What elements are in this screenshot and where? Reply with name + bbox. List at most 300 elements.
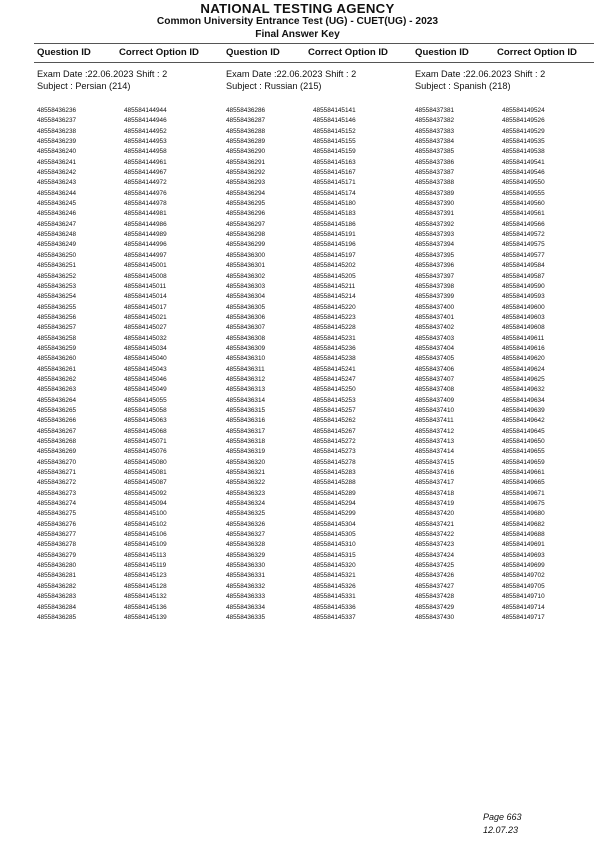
question-id: 48558437428 — [415, 593, 455, 601]
question-id: 48558436332 — [226, 582, 266, 590]
correct-option-id: 485584145087 — [124, 479, 167, 487]
correct-option-id: 485584144953 — [124, 138, 167, 146]
correct-option-id: 485584145141 — [313, 107, 356, 114]
correct-option-id: 485584149561 — [502, 210, 545, 218]
question-id: 48558437405 — [415, 355, 455, 363]
exam-line-russian: Exam Date :22.06.2023 Shift : 2 — [226, 69, 357, 79]
question-id: 48558436268 — [37, 438, 77, 445]
correct-option-id: 485584145123 — [124, 572, 167, 580]
correct-option-id: 485584144944 — [124, 107, 167, 114]
exam-line-persian: Exam Date :22.06.2023 Shift : 2 — [37, 69, 168, 79]
correct-option-id: 485584144989 — [124, 231, 167, 239]
question-id: 48558436237 — [37, 117, 77, 125]
question-id: 48558437411 — [415, 417, 454, 425]
question-id: 48558436251 — [37, 262, 77, 270]
correct-option-id: 485584149714 — [502, 603, 545, 611]
correct-option-id: 485584145196 — [313, 241, 356, 249]
question-id: 48558436280 — [37, 562, 77, 570]
question-id: 48558436272 — [37, 479, 77, 487]
correct-option-id: 485584145014 — [124, 293, 167, 301]
correct-option-id: 485584145063 — [124, 417, 167, 425]
correct-option-id: 485584145171 — [313, 179, 356, 187]
question-id: 48558437381 — [415, 107, 455, 114]
subject-russian: Subject : Russian (215) — [226, 81, 322, 91]
question-id: 48558436279 — [37, 551, 77, 559]
correct-option-id: 485584145315 — [313, 551, 356, 559]
question-id: 48558437396 — [415, 262, 455, 270]
question-id-list-spanish — [415, 106, 454, 623]
question-id: 48558436334 — [226, 603, 266, 611]
question-id: 48558436323 — [226, 489, 266, 497]
question-id: 48558436286 — [226, 107, 266, 114]
question-id: 48558437382 — [415, 117, 455, 125]
question-id: 48558437422 — [415, 531, 455, 539]
correct-option-id: 485584145331 — [313, 593, 356, 601]
question-id: 48558436333 — [226, 593, 266, 601]
correct-option-id: 485584149541 — [502, 158, 545, 166]
correct-option-id: 485584145304 — [313, 520, 356, 528]
correct-option-id: 485584145021 — [124, 313, 167, 321]
question-id: 48558436246 — [37, 210, 77, 218]
question-id: 48558436252 — [37, 272, 77, 280]
question-id: 48558436265 — [37, 406, 77, 414]
question-id: 48558437403 — [415, 334, 455, 342]
correct-option-id: 485584145336 — [313, 603, 356, 611]
question-id: 48558436264 — [37, 396, 77, 404]
question-id: 48558436331 — [226, 572, 266, 580]
correct-option-id: 485584149587 — [502, 272, 545, 280]
correct-option-id: 485584145040 — [124, 355, 167, 363]
correct-option-id: 485584145068 — [124, 427, 167, 435]
question-id: 48558436316 — [226, 417, 266, 425]
question-id: 48558437402 — [415, 324, 455, 332]
question-id: 48558436322 — [226, 479, 266, 487]
correct-option-id: 485584149705 — [502, 582, 545, 590]
correct-option-id: 485584145180 — [313, 200, 356, 208]
correct-option-id: 485584149535 — [502, 138, 545, 146]
correct-option-id: 485584145136 — [124, 603, 167, 611]
correct-option-id: 485584145119 — [124, 562, 167, 570]
correct-option-id: 485584145253 — [313, 396, 356, 404]
question-id: 48558436260 — [37, 355, 77, 363]
question-id: 48558436330 — [226, 562, 266, 570]
col-header-correct-option-id-2: Correct Option ID — [308, 47, 388, 58]
question-id: 48558436258 — [37, 334, 77, 342]
question-id: 48558437416 — [415, 469, 455, 477]
question-id: 48558436296 — [226, 210, 266, 218]
question-id: 48558437395 — [415, 251, 455, 259]
correct-option-id: 485584149717 — [502, 613, 545, 621]
correct-option-id: 485584149661 — [502, 469, 545, 477]
correct-option-id: 485584145288 — [313, 479, 356, 487]
question-id: 48558437417 — [415, 479, 455, 487]
correct-option-id: 485584149526 — [502, 117, 545, 125]
question-id: 48558436242 — [37, 169, 77, 177]
question-id: 48558436317 — [226, 427, 266, 435]
question-id: 48558436335 — [226, 613, 266, 621]
correct-option-id: 485584145139 — [124, 613, 167, 621]
col-header-question-id-2: Question ID — [226, 47, 280, 58]
question-id: 48558436292 — [226, 169, 266, 177]
question-id: 48558436288 — [226, 127, 266, 135]
correct-option-id: 485584149650 — [502, 438, 545, 445]
correct-option-id: 485584145017 — [124, 303, 167, 311]
correct-option-id: 485584145337 — [313, 613, 356, 621]
correct-option-id: 485584144981 — [124, 210, 167, 218]
question-id: 48558436327 — [226, 531, 266, 539]
question-id: 48558436325 — [226, 510, 266, 518]
correct-option-id: 485584145167 — [313, 169, 356, 177]
question-id: 48558436284 — [37, 603, 77, 611]
correct-option-id: 485584145202 — [313, 262, 356, 270]
correct-option-id: 485584145034 — [124, 344, 167, 352]
correct-option-id: 485584145027 — [124, 324, 167, 332]
correct-option-id: 485584145102 — [124, 520, 167, 528]
question-id: 48558436289 — [226, 138, 266, 146]
correct-option-id: 485584145220 — [313, 303, 356, 311]
question-id: 48558436267 — [37, 427, 77, 435]
question-id: 48558436243 — [37, 179, 77, 187]
correct-option-id: 485584149572 — [502, 231, 545, 239]
question-id: 48558436254 — [37, 293, 77, 301]
correct-option-id: 485584149702 — [502, 572, 545, 580]
correct-option-id: 485584149608 — [502, 324, 545, 332]
question-id: 48558437414 — [415, 448, 455, 456]
correct-option-id: 485584144986 — [124, 220, 167, 228]
question-id: 48558437409 — [415, 396, 455, 404]
question-id: 48558437426 — [415, 572, 455, 580]
correct-option-id: 485584145186 — [313, 220, 356, 228]
question-id: 48558436293 — [226, 179, 266, 187]
question-id: 48558436253 — [37, 282, 77, 290]
question-id: 48558436266 — [37, 417, 77, 425]
question-id: 48558437397 — [415, 272, 455, 280]
correct-option-id: 485584145076 — [124, 448, 167, 456]
question-id: 48558437394 — [415, 241, 455, 249]
correct-option-id: 485584149691 — [502, 541, 545, 549]
correct-option-id: 485584149529 — [502, 127, 545, 135]
correct-option-id: 485584149632 — [502, 386, 545, 394]
correct-option-id: 485584144967 — [124, 169, 167, 177]
correct-option-id: 485584145283 — [313, 469, 356, 477]
question-id: 48558436244 — [37, 189, 77, 197]
correct-option-id: 485584145001 — [124, 262, 167, 270]
correct-option-id: 485584149560 — [502, 200, 545, 208]
question-id: 48558437387 — [415, 169, 455, 177]
correct-option-id: 485584149600 — [502, 303, 545, 311]
correct-option-id: 485584149671 — [502, 489, 545, 497]
correct-option-id: 485584145299 — [313, 510, 356, 518]
correct-option-id: 485584145174 — [313, 189, 356, 197]
correct-option-id: 485584149611 — [502, 334, 545, 342]
exam-title: Common University Entrance Test (UG) - CUET(UG) - 2023 — [156, 16, 439, 27]
correct-option-id: 485584145289 — [313, 489, 356, 497]
question-id: 48558437413 — [415, 438, 455, 445]
question-id: 48558437398 — [415, 282, 455, 290]
question-id: 48558437390 — [415, 200, 455, 208]
correct-option-id: 485584149616 — [502, 344, 545, 352]
correct-option-id: 485584149538 — [502, 148, 545, 156]
correct-option-id: 485584149665 — [502, 479, 545, 487]
correct-option-id: 485584149659 — [502, 458, 545, 466]
correct-option-id: 485584145109 — [124, 541, 167, 549]
correct-option-id: 485584149624 — [502, 365, 545, 373]
correct-option-id: 485584145247 — [313, 375, 356, 383]
question-id: 48558436281 — [37, 572, 77, 580]
correct-option-id: 485584149645 — [502, 427, 545, 435]
question-id: 48558437419 — [415, 500, 455, 508]
question-id: 48558437410 — [415, 406, 455, 414]
correct-option-id: 485584149577 — [502, 251, 545, 259]
question-id: 48558436291 — [226, 158, 266, 166]
correct-option-id: 485584145197 — [313, 251, 356, 259]
correct-option-id: 485584145272 — [313, 438, 356, 445]
correct-option-id: 485584149524 — [502, 107, 545, 114]
question-id: 48558436236 — [37, 107, 77, 114]
question-id: 48558436261 — [37, 365, 77, 373]
question-id: 48558436294 — [226, 189, 266, 197]
correct-option-id: 485584145092 — [124, 489, 167, 497]
question-id: 48558436269 — [37, 448, 77, 456]
question-id: 48558436249 — [37, 241, 77, 249]
question-id: 48558436307 — [226, 324, 266, 332]
question-id: 48558436319 — [226, 448, 266, 456]
question-id: 48558436256 — [37, 313, 77, 321]
question-id: 48558437407 — [415, 375, 455, 383]
correct-option-id: 485584149680 — [502, 510, 545, 518]
col-header-question-id-3: Question ID — [415, 47, 469, 58]
correct-option-id: 485584149603 — [502, 313, 545, 321]
question-id: 48558436318 — [226, 438, 266, 445]
question-id: 48558437406 — [415, 365, 455, 373]
question-id: 48558436298 — [226, 231, 266, 239]
correct-option-id: 485584149699 — [502, 562, 545, 570]
correct-option-id: 485584145321 — [313, 572, 356, 580]
question-id: 48558436302 — [226, 272, 266, 280]
correct-option-id: 485584145267 — [313, 427, 356, 435]
question-id: 48558436304 — [226, 293, 266, 301]
question-id-list-persian — [37, 106, 76, 623]
correct-option-list-persian — [124, 106, 167, 623]
correct-option-id: 485584144961 — [124, 158, 167, 166]
correct-option-id: 485584145250 — [313, 386, 356, 394]
correct-option-id: 485584149655 — [502, 448, 545, 456]
question-id: 48558436313 — [226, 386, 266, 394]
correct-option-id: 485584145080 — [124, 458, 167, 466]
question-id: 48558436312 — [226, 375, 266, 383]
question-id: 48558436271 — [37, 469, 77, 477]
question-id: 48558437400 — [415, 303, 455, 311]
question-id: 48558436308 — [226, 334, 266, 342]
question-id: 48558437421 — [415, 520, 455, 528]
correct-option-id: 485584145159 — [313, 148, 356, 156]
question-id: 48558437415 — [415, 458, 455, 466]
correct-option-id: 485584145106 — [124, 531, 167, 539]
question-id: 48558437423 — [415, 541, 455, 549]
correct-option-id: 485584145241 — [313, 365, 356, 373]
correct-option-id: 485584144997 — [124, 251, 167, 259]
question-id: 48558437420 — [415, 510, 455, 518]
correct-option-id: 485584145163 — [313, 158, 356, 166]
correct-option-id: 485584145228 — [313, 324, 356, 332]
correct-option-id: 485584145128 — [124, 582, 167, 590]
correct-option-id: 485584145262 — [313, 417, 356, 425]
question-id: 48558436321 — [226, 469, 266, 477]
question-id: 48558436328 — [226, 541, 266, 549]
correct-option-id: 485584149625 — [502, 375, 545, 383]
question-id: 48558436248 — [37, 231, 77, 239]
question-id: 48558436306 — [226, 313, 266, 321]
question-id: 48558436270 — [37, 458, 77, 466]
question-id: 48558436250 — [37, 251, 77, 259]
correct-option-id: 485584144996 — [124, 241, 167, 249]
correct-option-id: 485584145155 — [313, 138, 356, 146]
correct-option-list-russian — [313, 106, 356, 623]
correct-option-id: 485584144976 — [124, 189, 167, 197]
correct-option-id: 485584145278 — [313, 458, 356, 466]
question-id: 48558436255 — [37, 303, 77, 311]
question-id: 48558436274 — [37, 500, 77, 508]
correct-option-id: 485584145320 — [313, 562, 356, 570]
question-id: 48558436303 — [226, 282, 266, 290]
question-id: 48558436290 — [226, 148, 266, 156]
question-id: 48558436278 — [37, 541, 77, 549]
question-id: 48558436275 — [37, 510, 77, 518]
correct-option-id: 485584145236 — [313, 344, 356, 352]
question-id: 48558436320 — [226, 458, 266, 466]
correct-option-id: 485584145071 — [124, 438, 167, 445]
correct-option-id: 485584145214 — [313, 293, 356, 301]
correct-option-id: 485584145055 — [124, 396, 167, 404]
correct-option-id: 485584149584 — [502, 262, 545, 270]
correct-option-id: 485584145094 — [124, 500, 167, 508]
correct-option-id: 485584145058 — [124, 406, 167, 414]
correct-option-id: 485584144958 — [124, 148, 167, 156]
correct-option-id: 485584144978 — [124, 200, 167, 208]
question-id: 48558436324 — [226, 500, 266, 508]
header-bottom-rule — [34, 62, 594, 63]
correct-option-list-spanish — [502, 106, 545, 623]
correct-option-id: 485584145231 — [313, 334, 356, 342]
question-id: 48558436238 — [37, 127, 77, 135]
agency-title: NATIONAL TESTING AGENCY — [200, 1, 395, 16]
question-id: 48558436329 — [226, 551, 266, 559]
correct-option-id: 485584149555 — [502, 189, 545, 197]
question-id: 48558437388 — [415, 179, 455, 187]
correct-option-id: 485584145132 — [124, 593, 167, 601]
question-id: 48558436315 — [226, 406, 266, 414]
correct-option-id: 485584149620 — [502, 355, 545, 363]
question-id: 48558436282 — [37, 582, 77, 590]
question-id: 48558436311 — [226, 365, 265, 373]
correct-option-id: 485584149593 — [502, 293, 545, 301]
question-id: 48558437391 — [415, 210, 455, 218]
question-id: 48558436247 — [37, 220, 77, 228]
correct-option-id: 485584149682 — [502, 520, 545, 528]
correct-option-id: 485584145113 — [124, 551, 167, 559]
question-id: 48558437385 — [415, 148, 455, 156]
question-id: 48558437418 — [415, 489, 455, 497]
subject-spanish: Subject : Spanish (218) — [415, 81, 511, 91]
correct-option-id: 485584145310 — [313, 541, 356, 549]
exam-line-spanish: Exam Date :22.06.2023 Shift : 2 — [415, 69, 546, 79]
question-id: 48558436262 — [37, 375, 77, 383]
correct-option-id: 485584145223 — [313, 313, 356, 321]
question-id: 48558436326 — [226, 520, 266, 528]
correct-option-id: 485584145081 — [124, 469, 167, 477]
question-id: 48558436300 — [226, 251, 266, 259]
page-number: Page 663 — [483, 812, 522, 822]
correct-option-id: 485584149550 — [502, 179, 545, 187]
question-id: 48558436277 — [37, 531, 77, 539]
question-id: 48558436263 — [37, 386, 77, 394]
question-id: 48558437386 — [415, 158, 455, 166]
doc-title: Final Answer Key — [255, 29, 340, 40]
question-id: 48558436285 — [37, 613, 77, 621]
correct-option-id: 485584149675 — [502, 500, 545, 508]
correct-option-id: 485584149566 — [502, 220, 545, 228]
question-id: 48558437392 — [415, 220, 455, 228]
correct-option-id: 485584149639 — [502, 406, 545, 414]
question-id: 48558437384 — [415, 138, 455, 146]
correct-option-id: 485584149546 — [502, 169, 545, 177]
correct-option-id: 485584145273 — [313, 448, 356, 456]
col-header-correct-option-id-1: Correct Option ID — [119, 47, 199, 58]
correct-option-id: 485584145257 — [313, 406, 356, 414]
correct-option-id: 485584145294 — [313, 500, 356, 508]
correct-option-id: 485584145183 — [313, 210, 356, 218]
correct-option-id: 485584149693 — [502, 551, 545, 559]
question-id: 48558436309 — [226, 344, 266, 352]
correct-option-id: 485584149688 — [502, 531, 545, 539]
question-id: 48558437393 — [415, 231, 455, 239]
correct-option-id: 485584145326 — [313, 582, 356, 590]
col-header-correct-option-id-3: Correct Option ID — [497, 47, 577, 58]
question-id: 48558437412 — [415, 427, 455, 435]
question-id: 48558437424 — [415, 551, 455, 559]
question-id: 48558436283 — [37, 593, 77, 601]
question-id: 48558437427 — [415, 582, 455, 590]
correct-option-id: 485584145008 — [124, 272, 167, 280]
question-id-list-russian — [226, 106, 265, 623]
question-id: 48558436240 — [37, 148, 77, 156]
question-id: 48558437399 — [415, 293, 455, 301]
question-id: 48558436245 — [37, 200, 77, 208]
question-id: 48558436295 — [226, 200, 266, 208]
question-id: 48558436259 — [37, 344, 77, 352]
correct-option-id: 485584149590 — [502, 282, 545, 290]
correct-option-id: 485584145238 — [313, 355, 356, 363]
question-id: 48558437408 — [415, 386, 455, 394]
correct-option-id: 485584145152 — [313, 127, 356, 135]
question-id: 48558437404 — [415, 344, 455, 352]
correct-option-id: 485584145211 — [313, 282, 356, 290]
correct-option-id: 485584145011 — [124, 282, 167, 290]
question-id: 48558436257 — [37, 324, 77, 332]
correct-option-id: 485584149634 — [502, 396, 545, 404]
correct-option-id: 485584145100 — [124, 510, 167, 518]
question-id: 48558436314 — [226, 396, 266, 404]
question-id: 48558436287 — [226, 117, 266, 125]
correct-option-id: 485584144946 — [124, 117, 167, 125]
question-id: 48558436305 — [226, 303, 266, 311]
correct-option-id: 485584144972 — [124, 179, 167, 187]
question-id: 48558437430 — [415, 613, 455, 621]
question-id: 48558436239 — [37, 138, 77, 146]
correct-option-id: 485584149575 — [502, 241, 545, 249]
question-id: 48558436297 — [226, 220, 266, 228]
question-id: 48558436310 — [226, 355, 266, 363]
